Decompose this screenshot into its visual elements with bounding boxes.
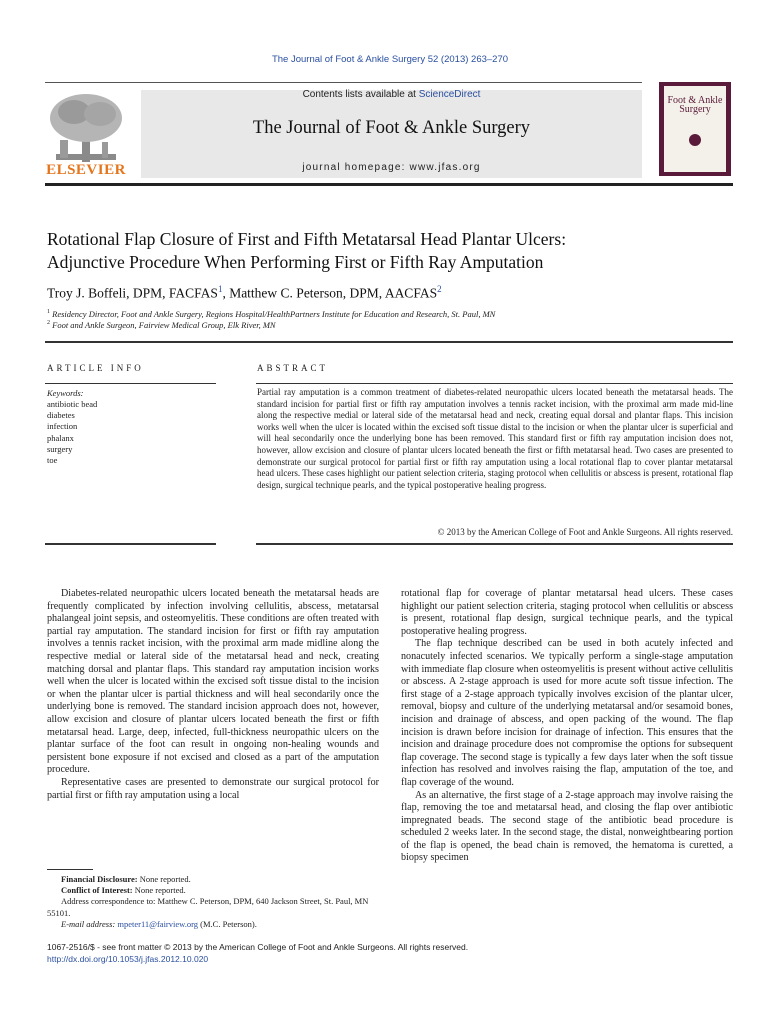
- keywords-list: [47, 399, 97, 466]
- keyword-item: surgery: [47, 443, 73, 454]
- body-paragraph: The flap technique described can be used in both acutely infected and nonacutely infected scenarios. We typically perform a single-stage amputation with immediate flap closure when osteomyelitis is present without active cellulitis or abscess. A 2-stage approach is used for more acute soft tissue infection. The first stage of a 2-stage approach typically involves excision of the plantar ulcer, removal, biopsy and culture of the underlying metatarsal and/or sesamoid bones, incision and drainage of abscess, and open packing of the wound. The flap incision is drawn before incision for drainage of infection. This ensures that the incision and drainage procedure does not compromise the options for subsequent flap coverage. The second stage is typically a few days later when the soft tissue infection has resolved and involves raising the flap, amputation of the toe, and flap coverage of the wound.: [401, 638, 733, 788]
- author-separator: ,: [222, 285, 230, 301]
- title-block-rule: [45, 341, 733, 343]
- footnotes: [47, 874, 379, 930]
- conflict-label: Conflict of Interest:: [61, 885, 133, 896]
- author-list: [47, 284, 737, 302]
- email-label: E-mail address:: [61, 918, 116, 929]
- issn-line: 1067-2516/$ - see front matter © 2013 by the American College of Foot and Ankle Surgeons. All rights reserved.: [47, 942, 469, 952]
- article-info-bottom-rule: [45, 543, 216, 545]
- financial-disclosure-label: Financial Disclosure:: [61, 874, 138, 884]
- correspondence-address: Address correspondence to: Matthew C. Peterson, DPM, 640 Jackson Street, St. Paul, MN 55101.: [47, 896, 369, 918]
- abstract-text: Partial ray amputation is a common treatment of diabetes-related neuropathic ulcers located beneath the metatarsal heads. The standard incision for partial first or fifth ray amputation involves a tennis racket incision, with the proximal arm made mid-line along the respective medial or lateral side of the metatarsal head and neck, creating equal dorsal and plantar flaps. This incision works well when the ulcer is located within the excised soft tissue distal to the incision or when the plantar ulcer is superficial and will heal secondarily once the underlying bone has been removed. This standard first or fifth ray amputation incision does not, however, allow excision and closure of plantar ulcers located beneath the first or fifth metatarsal head. Two cases are presented to demonstrate our surgical protocol for partial first or fifth ray amputation using a local rotational flap to cover plantar metatarsal head ulcers. These cases highlight our patient selection criteria, staging protocol when cellulitis or abscess is present, rotational flap design, surgical technique pearls, and the typical postoperative healing progress.: [257, 387, 733, 490]
- article-title-line-1: Rotational Flap Closure of First and Fifth Metatarsal Head Plantar Ulcers:: [47, 229, 567, 249]
- doi-link[interactable]: http://dx.doi.org/10.1053/j.jfas.2012.10.020: [47, 954, 209, 964]
- financial-disclosure: [47, 874, 379, 885]
- footnote-rule: [47, 869, 93, 870]
- affiliation-2-text: Foot and Ankle Surgeon, Fairview Medical Group, Elk River, MN: [52, 320, 276, 330]
- author-2: Matthew C. Peterson, DPM, AACFAS: [229, 285, 438, 301]
- abstract-heading: ABSTRACT: [257, 363, 329, 373]
- affiliation-2-marker: 2: [47, 320, 50, 327]
- article-title: [47, 228, 737, 274]
- journal-citation[interactable]: The Journal of Foot & Ankle Surgery 52 (2013) 263–270: [271, 54, 509, 65]
- conflict-text: None reported.: [132, 885, 186, 896]
- abstract-bottom-rule: [256, 543, 733, 545]
- email-line: [47, 919, 379, 930]
- author-2-affil-ref[interactable]: 2: [437, 284, 442, 294]
- article-info-rule: [45, 383, 216, 384]
- article-title-line-2: Adjunctive Procedure When Performing First or Fifth Ray Amputation: [47, 252, 544, 272]
- keyword-item: diabetes: [47, 410, 75, 421]
- body-column-left: [47, 588, 379, 802]
- journal-title: The Journal of Foot & Ankle Surgery: [252, 118, 531, 138]
- affiliation-2: [47, 320, 737, 330]
- author-1-affil-ref[interactable]: 1: [217, 284, 223, 294]
- header-bottom-rule: [45, 183, 733, 186]
- body-paragraph: Diabetes-related neuropathic ulcers located beneath the metatarsal heads are frequently complicated by infection involving cellulitis, abscess, metatarsal phalangeal joint sepsis, and osteomyelitis. These conditions are often treated with partial ray amputation. The standard incision for first or fifth ray amputation involves a tennis racket incision, with the proximal arm made midline along the respective medial or lateral side of the metatarsal head and neck, creating matching dorsal and plantar flaps. This standard ray amputation incision works well when the ulcer is located within the excised soft tissue distal to the incision or when the plantar ulcer is partial thickness and will heal secondarily once the underlying bone is removed. The standard incision approach does not, however, allow excision and closure of plantar ulcers located beneath the first or fifth metatarsal head. Large, deep, infected, full-thickness neuropathic ulcers on the plantar surface of the foot can result in ongoing non-healing wounds and persistent bone exposure if not excised and closed as a part of the amputation procedure.: [47, 588, 379, 776]
- journal-cover-title: Foot & Ankle Surgery: [667, 95, 723, 115]
- financial-disclosure-text: None reported.: [137, 874, 191, 884]
- email-suffix: (M.C. Peterson).: [198, 918, 257, 929]
- keyword-item: antibiotic bead: [47, 399, 98, 409]
- abstract-copyright: © 2013 by the American College of Foot and Ankle Surgeons. All rights reserved.: [437, 527, 733, 537]
- conflict-of-interest: [47, 885, 379, 896]
- body-column-right: [401, 588, 733, 865]
- contents-available-line: [141, 89, 642, 100]
- affiliation-1-text: Residency Director, Foot and Ankle Surgery, Regions Hospital/HealthPartners Institute for Education and Research, St. Paul, MN: [52, 309, 496, 319]
- keyword-item: phalanx: [47, 432, 74, 443]
- affiliation-1: [47, 309, 737, 319]
- keywords-label: Keywords:: [47, 388, 84, 398]
- body-paragraph: As an alternative, the first stage of a 2-stage approach may involve raising the flap, removing the toe and metatarsal head, and closing the flap over antibiotic impregnated beads. The second stage of the antibiotic bead procedure is scheduled 2 weeks later. In the second stage, the distal, nonweightbearing portion of the flap is opened, the bead chain is removed, the hematoma is curetted, a biopsy specimen: [401, 789, 733, 864]
- affiliation-1-marker: 1: [47, 309, 50, 316]
- elsevier-wordmark: ELSEVIER: [46, 162, 126, 178]
- keyword-item: infection: [47, 421, 78, 432]
- cover-seal-icon: [689, 134, 701, 146]
- journal-homepage[interactable]: journal homepage: www.jfas.org: [302, 162, 481, 173]
- contents-prefix: Contents lists available at: [302, 89, 419, 100]
- abstract-rule: [256, 383, 733, 384]
- body-paragraph: Representative cases are presented to demonstrate our surgical protocol for partial first or fifth ray amputation using a local: [47, 776, 379, 801]
- sciencedirect-link[interactable]: ScienceDirect: [418, 89, 481, 100]
- email-link[interactable]: mpeter11@fairview.org: [117, 918, 199, 929]
- author-1: Troy J. Boffeli, DPM, FACFAS: [47, 285, 218, 301]
- body-paragraph: rotational flap for coverage of plantar metatarsal head ulcers. These cases highlight our patient selection criteria, staging protocol when cellulitis or abscess is present, rotational flap design, surgical technique pearls, and the typical postoperative healing progress.: [401, 588, 733, 637]
- header-top-rule: [45, 82, 642, 83]
- keyword-item: toe: [47, 455, 58, 466]
- article-info-heading: ARTICLE INFO: [47, 363, 144, 373]
